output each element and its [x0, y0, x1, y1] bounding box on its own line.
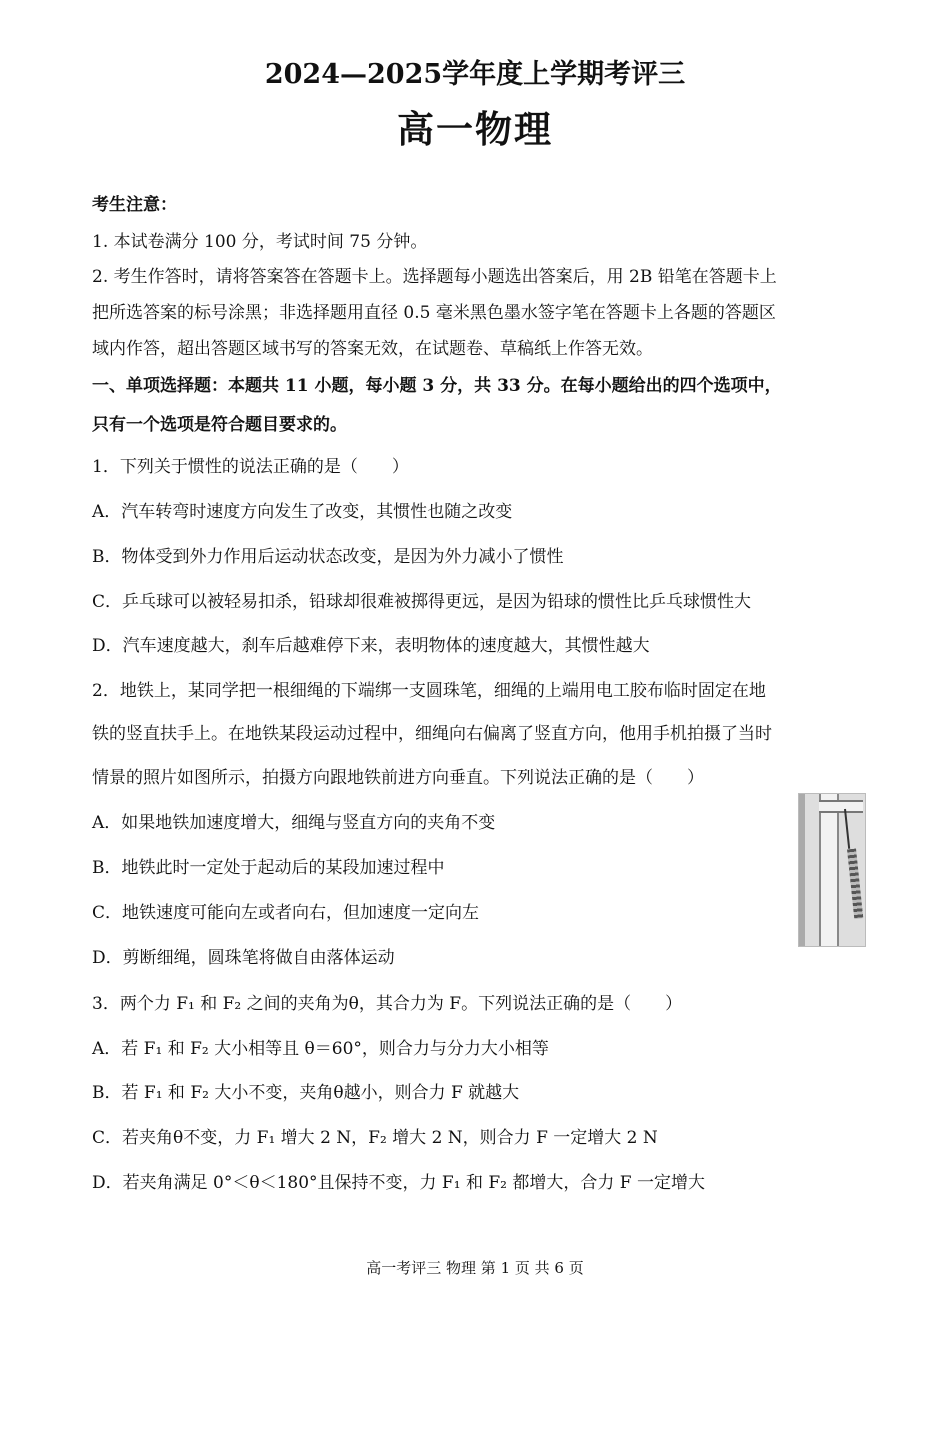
question-option: B．地铁此时一定处于起动后的某段加速过程中	[92, 858, 445, 878]
notice-item: 域内作答，超出答题区域书写的答案无效，在试题卷、草稿纸上作答无效。	[92, 339, 653, 359]
question-option: B．若 F₁ 和 F₂ 大小不变，夹角θ越小，则合力 F 就越大	[92, 1083, 520, 1103]
question-option: C．乒乓球可以被轻易扣杀，铅球却很难被掷得更远，是因为铅球的惯性比乒乓球惯性大	[92, 592, 752, 612]
subject-title: 高一物理	[397, 107, 553, 151]
section-heading: 只有一个选项是符合题目要求的。	[92, 415, 347, 435]
notice-item: 2. 考生作答时，请将答案答在答题卡上。选择题每小题选出答案后，用 2B 铅笔在答题卡上	[92, 267, 777, 287]
question-option: B．物体受到外力作用后运动状态改变，是因为外力减小了惯性	[92, 547, 564, 567]
question-option: A．汽车转弯时速度方向发生了改变，其惯性也随之改变	[92, 502, 513, 522]
question-option: C．地铁速度可能向左或者向右，但加速度一定向左	[92, 903, 480, 923]
subway-photo-figure	[798, 793, 866, 947]
question-option: A．若 F₁ 和 F₂ 大小相等且 θ＝60°，则合力与分力大小相等	[92, 1039, 549, 1059]
question-stem: 铁的竖直扶手上。在地铁某段运动过程中，细绳向右偏离了竖直方向，他用手机拍摄了当时	[92, 724, 772, 744]
question-option: D．若夹角满足 0°＜θ＜180°且保持不变，力 F₁ 和 F₂ 都增大，合力 F 一定增大	[92, 1173, 705, 1193]
question-option: D．汽车速度越大，刹车后越难停下来，表明物体的速度越大，其惯性越大	[92, 636, 650, 656]
section-heading: 一、单项选择题：本题共 11 小题，每小题 3 分，共 33 分。在每小题给出的四个选项中，	[92, 376, 782, 396]
pen-image	[847, 849, 863, 920]
page-footer: 高一考评三 物理 第 1 页 共 6 页	[366, 1259, 584, 1277]
question-stem: 3．两个力 F₁ 和 F₂ 之间的夹角为θ，其合力为 F。下列说法正确的是（ ）	[92, 994, 683, 1014]
question-option: C．若夹角θ不变，力 F₁ 增大 2 N，F₂ 增大 2 N，则合力 F 一定增大 2 N	[92, 1128, 658, 1148]
notice-item: 1. 本试卷满分 100 分，考试时间 75 分钟。	[92, 232, 428, 252]
question-option: D．剪断细绳，圆珠笔将做自由落体运动	[92, 948, 395, 968]
question-option: A．如果地铁加速度增大，细绳与竖直方向的夹角不变	[92, 813, 496, 833]
question-stem: 1．下列关于惯性的说法正确的是（ ）	[92, 457, 409, 477]
notice-item: 把所选答案的标号涂黑；非选择题用直径 0.5 毫米黑色墨水签字笔在答题卡上各题的答题区	[92, 303, 776, 323]
question-stem: 2．地铁上，某同学把一根细绳的下端绑一支圆珠笔，细绳的上端用电工胶布临时固定在地	[92, 681, 766, 701]
exam-title: 2024—2025学年度上学期考评三	[264, 59, 686, 90]
notice-heading: 考生注意：	[92, 195, 177, 215]
question-stem: 情景的照片如图所示，拍摄方向跟地铁前进方向垂直。下列说法正确的是（ ）	[92, 768, 704, 788]
